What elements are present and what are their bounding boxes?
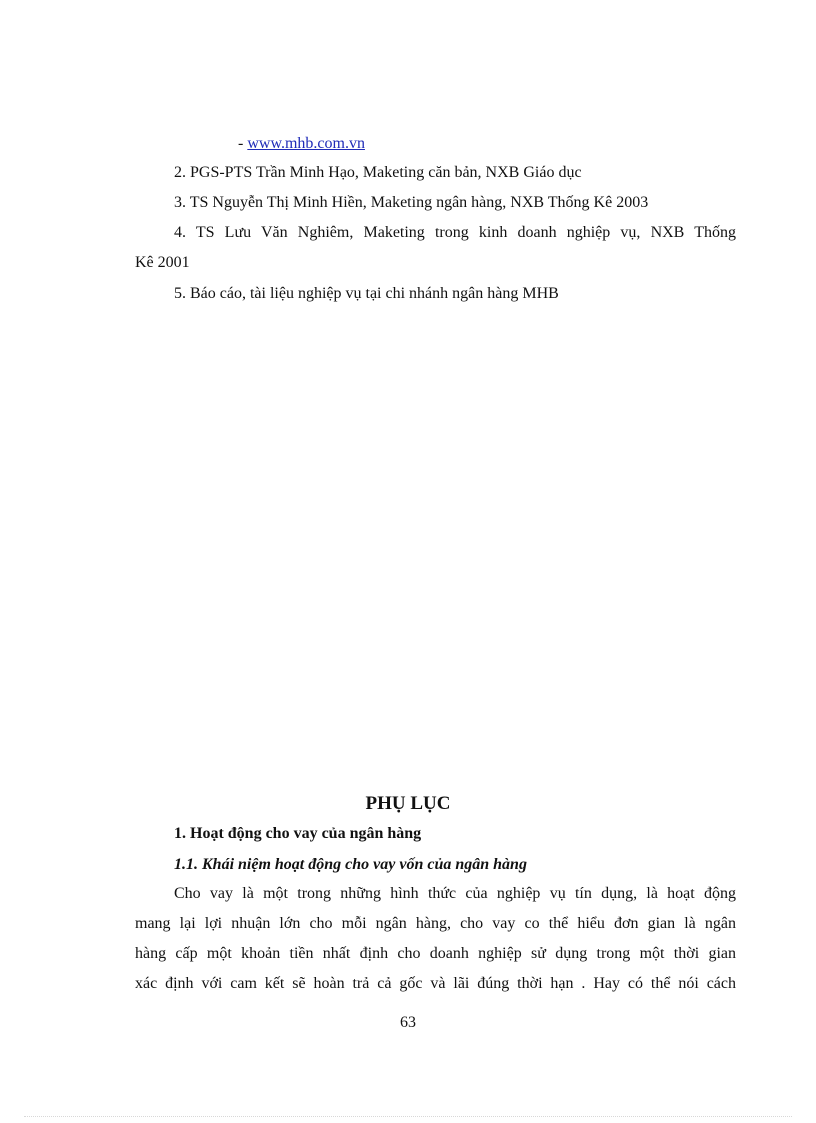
page-number: 63 bbox=[400, 1014, 416, 1031]
section-heading-1: 1. Hoạt động cho vay của ngân hàng bbox=[174, 825, 422, 842]
reference-website-prefix: - bbox=[238, 135, 248, 152]
paragraph-line-1: Cho vay là một trong những hình thức của nghiệp vụ tín dụng, là hoạt động bbox=[174, 885, 736, 902]
reference-website bbox=[238, 134, 365, 154]
reference-item-2: 2. PGS-PTS Trần Minh Hạo, Maketing căn bản, NXB Giáo dục bbox=[174, 164, 582, 181]
appendix-title: PHỤ LỤC bbox=[365, 793, 451, 814]
paragraph-line-2: mang lại lợi nhuận lớn cho mỗi ngân hàng, cho vay co thể hiểu đơn gian là ngân bbox=[135, 915, 736, 932]
reference-item-4-line-1: 4. TS Lưu Văn Nghiêm, Maketing trong kinh doanh nghiệp vụ, NXB Thống bbox=[174, 224, 736, 241]
reference-item-4-line-2: Kê 2001 bbox=[135, 254, 190, 271]
reference-item-5: 5. Báo cáo, tài liệu nghiệp vụ tại chi nhánh ngân hàng MHB bbox=[174, 285, 559, 302]
website-link[interactable]: www.mhb.com.vn bbox=[247, 135, 365, 152]
paragraph-line-4: xác định với cam kết sẽ hoàn trả cả gốc và lãi đúng thời hạn . Hay có thể nói cách bbox=[135, 975, 736, 992]
reference-item-3: 3. TS Nguyễn Thị Minh Hiền, Maketing ngân hàng, NXB Thống Kê 2003 bbox=[174, 194, 649, 211]
section-heading-1-1: 1.1. Khái niệm hoạt động cho vay vốn của ngân hàng bbox=[174, 856, 527, 873]
page-bottom-border bbox=[24, 1116, 792, 1117]
paragraph-line-3: hàng cấp một khoản tiền nhất định cho doanh nghiệp sử dụng trong một thời gian bbox=[135, 945, 736, 962]
